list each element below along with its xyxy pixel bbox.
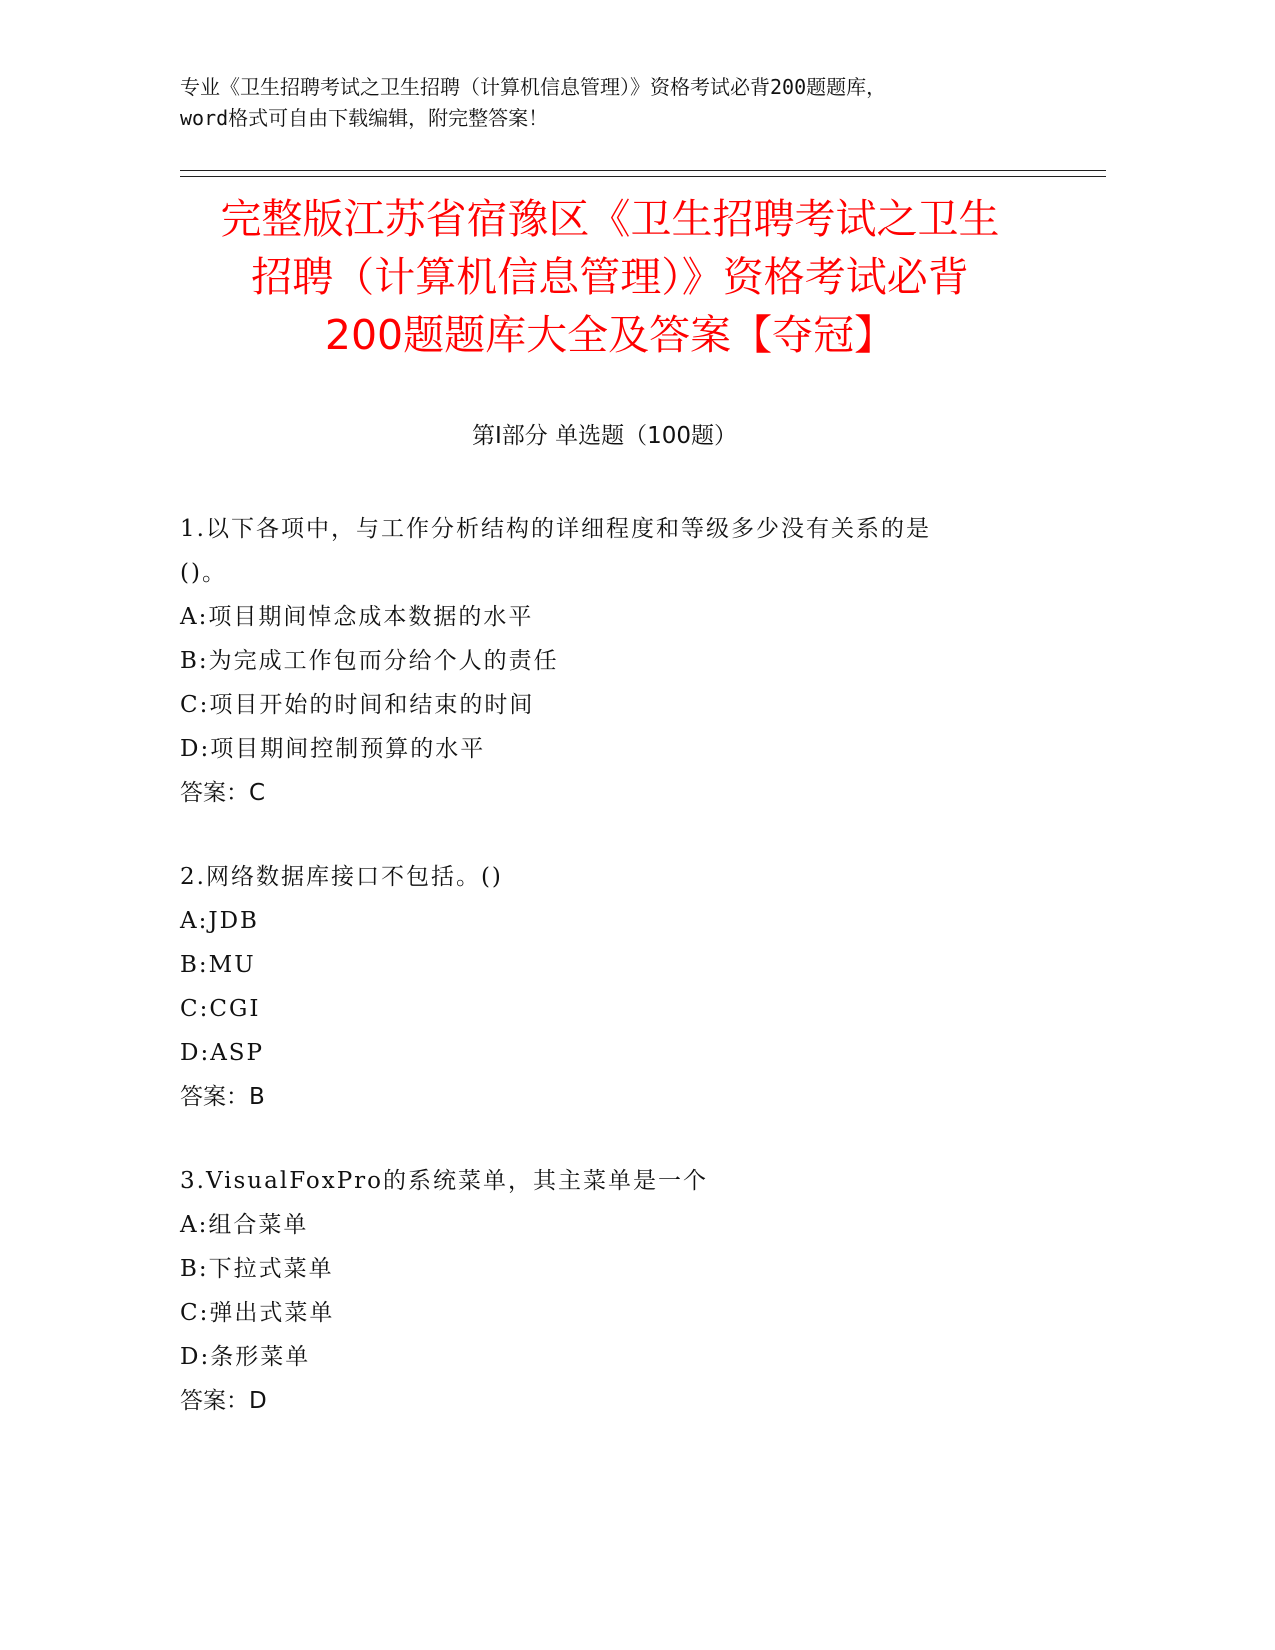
question-list bbox=[180, 507, 1080, 1463]
question-1 bbox=[180, 507, 1080, 815]
answer: 答案：D bbox=[180, 1388, 267, 1414]
header-note-line-1: 专业《卫生招聘考试之卫生招聘（计算机信息管理）》资格考试必背200题题库， bbox=[180, 75, 887, 99]
section-title: 第Ⅰ部分 单选题（100题） bbox=[472, 423, 737, 449]
header-note bbox=[180, 72, 1080, 134]
option-b: B:为完成工作包而分给个人的责任 bbox=[180, 648, 559, 674]
option-a: A:项目期间悼念成本数据的水平 bbox=[180, 604, 534, 630]
option-c: C:弹出式菜单 bbox=[180, 1300, 335, 1326]
option-d: D:项目期间控制预算的水平 bbox=[180, 736, 486, 762]
document-title bbox=[160, 190, 1060, 364]
header-divider-bottom bbox=[180, 176, 1106, 177]
option-d: D:ASP bbox=[180, 1040, 265, 1066]
question-stem: 1.以下各项中，与工作分析结构的详细程度和等级多少没有关系的是 bbox=[180, 516, 931, 542]
question-3 bbox=[180, 1159, 1080, 1423]
option-d: D:条形菜单 bbox=[180, 1344, 311, 1370]
option-a: A:JDB bbox=[180, 908, 259, 934]
question-stem-continued: ()。 bbox=[180, 560, 227, 586]
document-title-line-1: 完整版江苏省宿豫区《卫生招聘考试之卫生 bbox=[220, 195, 1000, 243]
question-stem: 3.VisualFoxPro的系统菜单，其主菜单是一个 bbox=[180, 1168, 709, 1194]
document-title-line-2: 招聘（计算机信息管理）》资格考试必背 bbox=[251, 253, 969, 301]
header-divider-top bbox=[180, 170, 1106, 171]
option-a: A:组合菜单 bbox=[180, 1212, 309, 1238]
document-title-line-3: 200题题库大全及答案【夺冠】 bbox=[324, 311, 896, 359]
option-b: B:MU bbox=[180, 952, 256, 978]
header-note-line-2: word格式可自由下载编辑，附完整答案！ bbox=[180, 106, 549, 130]
answer: 答案：B bbox=[180, 1084, 265, 1110]
answer: 答案：C bbox=[180, 780, 266, 806]
question-2 bbox=[180, 855, 1080, 1119]
question-stem: 2.网络数据库接口不包括。() bbox=[180, 864, 503, 890]
option-b: B:下拉式菜单 bbox=[180, 1256, 334, 1282]
option-c: C:CGI bbox=[180, 996, 261, 1022]
option-c: C:项目开始的时间和结束的时间 bbox=[180, 692, 535, 718]
